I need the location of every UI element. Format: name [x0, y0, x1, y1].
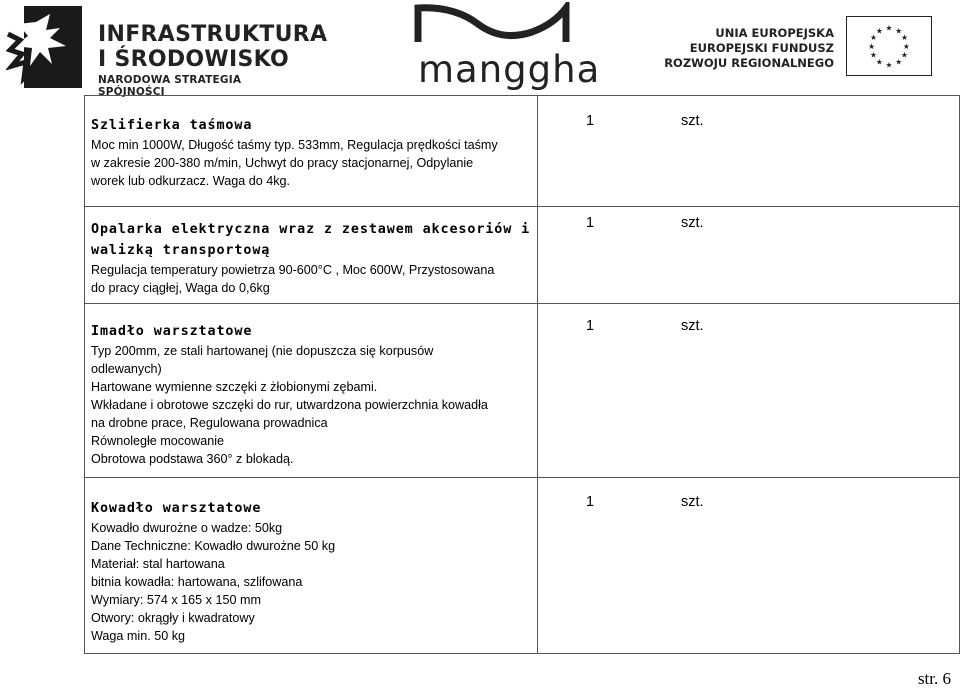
items-table [84, 95, 960, 654]
item-line: bitnia kowadła: hartowana, szlifowana [91, 575, 303, 589]
row-divider [84, 477, 960, 478]
item-title: walizką transportową [91, 243, 271, 258]
row-divider [84, 206, 960, 207]
item-description [91, 322, 536, 468]
item-line: Kowadło dwurożne o wadze: 50kg [91, 521, 283, 535]
star-logo-icon [6, 4, 84, 90]
item-line: Regulacja temperatury powietrza 90-600°C , Moc 600W, Przystosowana [91, 263, 495, 277]
item-line: odlewanych) [91, 362, 162, 376]
quantity-value: 1 [586, 215, 595, 231]
svg-text:★: ★ [875, 26, 883, 36]
item-line: w zakresie 200-380 m/min, Uchwyt do pracy stacjonarnej, Odpylanie [91, 156, 474, 170]
item-line: Typ 200mm, ze stali hartowanej (nie dopuszcza się korpusów [91, 344, 434, 358]
table-border-bottom [84, 653, 960, 654]
item-line: Wymiary: 574 x 165 x 150 mm [91, 593, 261, 607]
svg-text:★: ★ [868, 41, 876, 51]
eu-line-2: EUROPEJSKI FUNDUSZ [689, 41, 834, 55]
eu-line-3: ROZWOJU REGIONALNEGO [664, 56, 834, 70]
quantity-value: 1 [586, 318, 595, 334]
svg-text:★: ★ [870, 33, 877, 43]
page-number: str. 6 [917, 669, 951, 688]
item-line: Dane Techniczne: Kowadło dwurożne 50 kg [91, 539, 336, 553]
svg-text:★: ★ [901, 50, 908, 60]
page-header [0, 0, 960, 98]
item-line: Otwory: okrągły i kwadratowy [91, 611, 255, 625]
table-border-left [84, 96, 85, 654]
item-line: Moc min 1000W, Długość taśmy typ. 533mm, Regulacja prędkości taśmy [91, 138, 498, 152]
item-line: Materiał: stal hartowana [91, 557, 225, 571]
item-line: worek lub odkurzacz. Waga do 4kg. [91, 174, 291, 188]
svg-text:★: ★ [885, 60, 893, 70]
item-line: Obrotowa podstawa 360° z blokadą. [91, 452, 294, 466]
infrastruktura-title [98, 22, 327, 72]
item-title: Kowadło warsztatowe [91, 501, 262, 516]
infrastruktura-logo [6, 4, 328, 98]
item-title: Opalarka elektryczna wraz z zestawem akcesoriów i [91, 222, 531, 237]
item-title: Imadło warsztatowe [91, 324, 253, 339]
item-line: Waga min. 50 kg [91, 629, 186, 643]
eu-text [664, 26, 834, 71]
quantity-value: 1 [586, 494, 595, 510]
quantity-value: 1 [586, 113, 595, 129]
svg-text:★: ★ [895, 57, 903, 67]
quantity-unit: szt. [681, 318, 704, 334]
item-line: na drobne prace, Regulowana prowadnica [91, 416, 328, 430]
manggha-logo [414, 2, 601, 94]
column-divider [537, 96, 538, 654]
svg-text:★: ★ [870, 50, 877, 60]
item-description [91, 499, 536, 645]
quantity-unit: szt. [681, 494, 704, 510]
row-divider [84, 303, 960, 304]
svg-text:★: ★ [895, 26, 903, 36]
item-title: Szlifierka taśmowa [91, 118, 253, 133]
eu-line-1: UNIA EUROPEJSKA [715, 26, 834, 40]
svg-text:★: ★ [875, 57, 883, 67]
manggha-wordmark: manggha [418, 48, 601, 91]
wave-logo-icon [414, 2, 574, 48]
logo-subtitle: NARODOWA STRATEGIA SPÓJNOŚCI [98, 74, 242, 98]
item-line: Hartowane wymienne szczęki z żłobionymi zębami. [91, 380, 378, 394]
item-line: do pracy ciągłej, Waga do 0,6kg [91, 281, 270, 295]
item-line: Równoległe mocowanie [91, 434, 225, 448]
svg-text:★: ★ [901, 33, 908, 43]
eu-logo [664, 16, 934, 80]
eu-flag-icon [846, 16, 932, 76]
quantity-unit: szt. [681, 215, 704, 231]
item-description [91, 116, 536, 190]
svg-text:★: ★ [885, 23, 893, 33]
logo-line-1: INFRASTRUKTURA [98, 22, 328, 47]
svg-text:★: ★ [902, 41, 910, 51]
item-line: Wkładane i obrotowe szczęki do rur, utwardzona powierzchnia kowadła [91, 398, 488, 412]
quantity-unit: szt. [681, 113, 704, 129]
item-description [91, 219, 536, 297]
logo-line-2: I ŚRODOWISKO [98, 47, 289, 72]
